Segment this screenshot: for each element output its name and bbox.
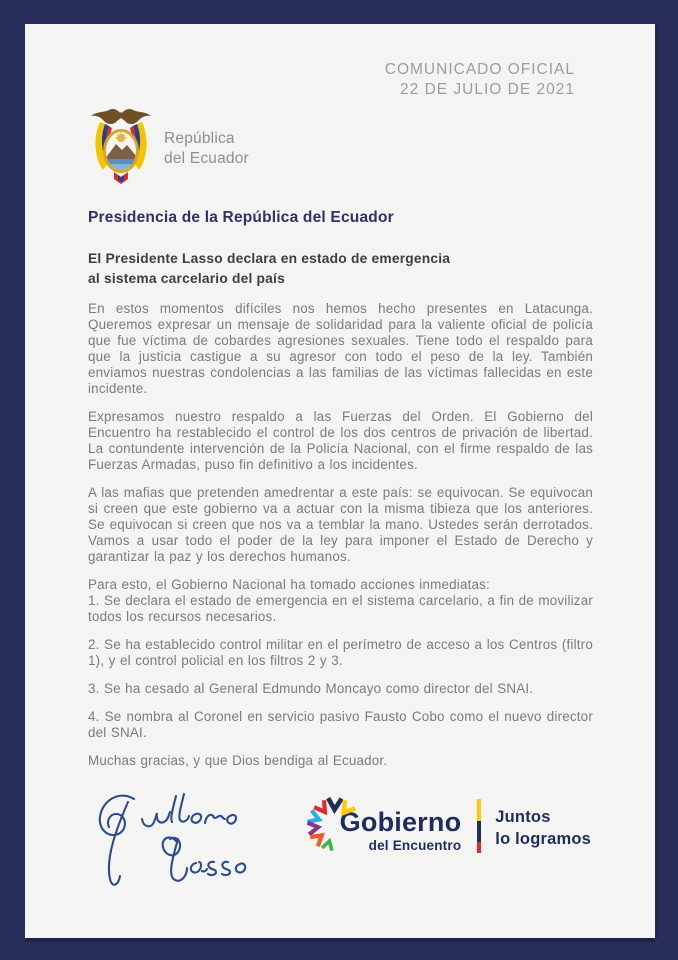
- action-item-4: 4. Se nombra al Coronel en servicio pasivo Fausto Cobo como el nuevo director del SNAI.: [88, 708, 593, 740]
- document-page: [25, 24, 655, 938]
- republic-wordmark: [164, 129, 249, 169]
- communique-label: COMUNICADO OFICIAL: [384, 61, 575, 78]
- footer: [88, 781, 593, 896]
- letter-title: [88, 249, 593, 289]
- divider-red: [477, 842, 481, 853]
- paragraph-fuerzas-orden: Expresamos nuestro respaldo a las Fuerzas del Orden. El Gobierno del Encuentro ha restablecido el control de los dos centros de privación de libertad. La contundente intervención de la Policía Nacional, con el firme respaldo de las Fuerzas Armadas, puso fin definitivo a los incidentes.: [88, 408, 593, 472]
- closing-line: Muchas gracias, y que Dios bendiga al Ecuador.: [88, 752, 388, 768]
- actions-header: Para esto, el Gobierno Nacional ha tomado acciones inmediatas:: [88, 576, 490, 592]
- divider-yellow: [477, 799, 481, 821]
- signature-block: [88, 781, 262, 896]
- communique-header: [88, 60, 593, 101]
- action-item-3: 3. Se ha cesado al General Edmundo Moncayo como director del SNAI.: [88, 680, 534, 696]
- paragraph-solidarity: En estos momentos difíciles nos hemos hecho presentes en Latacunga. Queremos expresar un mensaje de solidaridad para la valiente oficial de policía que fue víctima de cobardes agresiones sexuales. Tiene todo el respaldo para que la justicia castigue a su agresor con todo el peso de la ley. También enviamos nuestras condolencias a las familias de las víctimas fallecidas en este incidente.: [88, 300, 593, 396]
- chevron-green-icon: [322, 840, 334, 851]
- wordmark-line1: República: [164, 130, 235, 148]
- chevron-red-icon: [314, 800, 330, 815]
- institution-title: Presidencia de la República del Ecuador: [88, 208, 394, 226]
- slogan: [495, 806, 591, 851]
- gobierno-title: Gobierno: [339, 806, 462, 837]
- action-item-2: 2. Se ha establecido control militar en el perímetro de acceso a los Centros (filtro 1), y el control policial en los filtros 2 y 3.: [88, 636, 593, 668]
- signature-name: [88, 781, 89, 782]
- slogan-line1: Juntos: [495, 807, 551, 826]
- ecuador-coat-of-arms-icon: [88, 107, 154, 191]
- chevron-arc-icon: [307, 795, 365, 857]
- communique-date: 22 DE JULIO DE 2021: [400, 81, 575, 99]
- gobierno-wordmark: [310, 795, 462, 853]
- republic-brand: [88, 107, 593, 191]
- paragraph-mafias: A las mafias que pretenden amedrentar a este país: se equivocan. Se equivocan si creen que este gobierno va a actuar con la misma tibieza que los anteriores. Se equivocan si creen que nos va a temblar la mano. Ustedes serán derrotados. Vamos a usar todo el poder de la ley para imponer el Estado de Derecho y garantizar la paz y los derechos humanos.: [88, 484, 593, 564]
- flag-divider: [477, 799, 481, 853]
- gobierno-subtitle: del Encuentro: [368, 837, 462, 853]
- chevron-purple-icon: [307, 821, 319, 834]
- letter-title-line1: El Presidente Lasso declara en estado de emergencia: [88, 250, 451, 266]
- divider-blue: [477, 821, 481, 843]
- slogan-line2: lo logramos: [495, 829, 591, 848]
- gobierno-encuentro-logo: [310, 795, 591, 853]
- wordmark-line2: del Ecuador: [164, 149, 249, 167]
- chevron-navy-icon: [327, 798, 341, 810]
- action-item-1: 1. Se declara el estado de emergencia en el sistema carcelario, a fin de movilizar todos los recursos necesarios.: [88, 592, 593, 624]
- signature-guillermo-lasso-icon: [90, 781, 262, 891]
- letter-title-line2: al sistema carcelario del país: [88, 270, 285, 286]
